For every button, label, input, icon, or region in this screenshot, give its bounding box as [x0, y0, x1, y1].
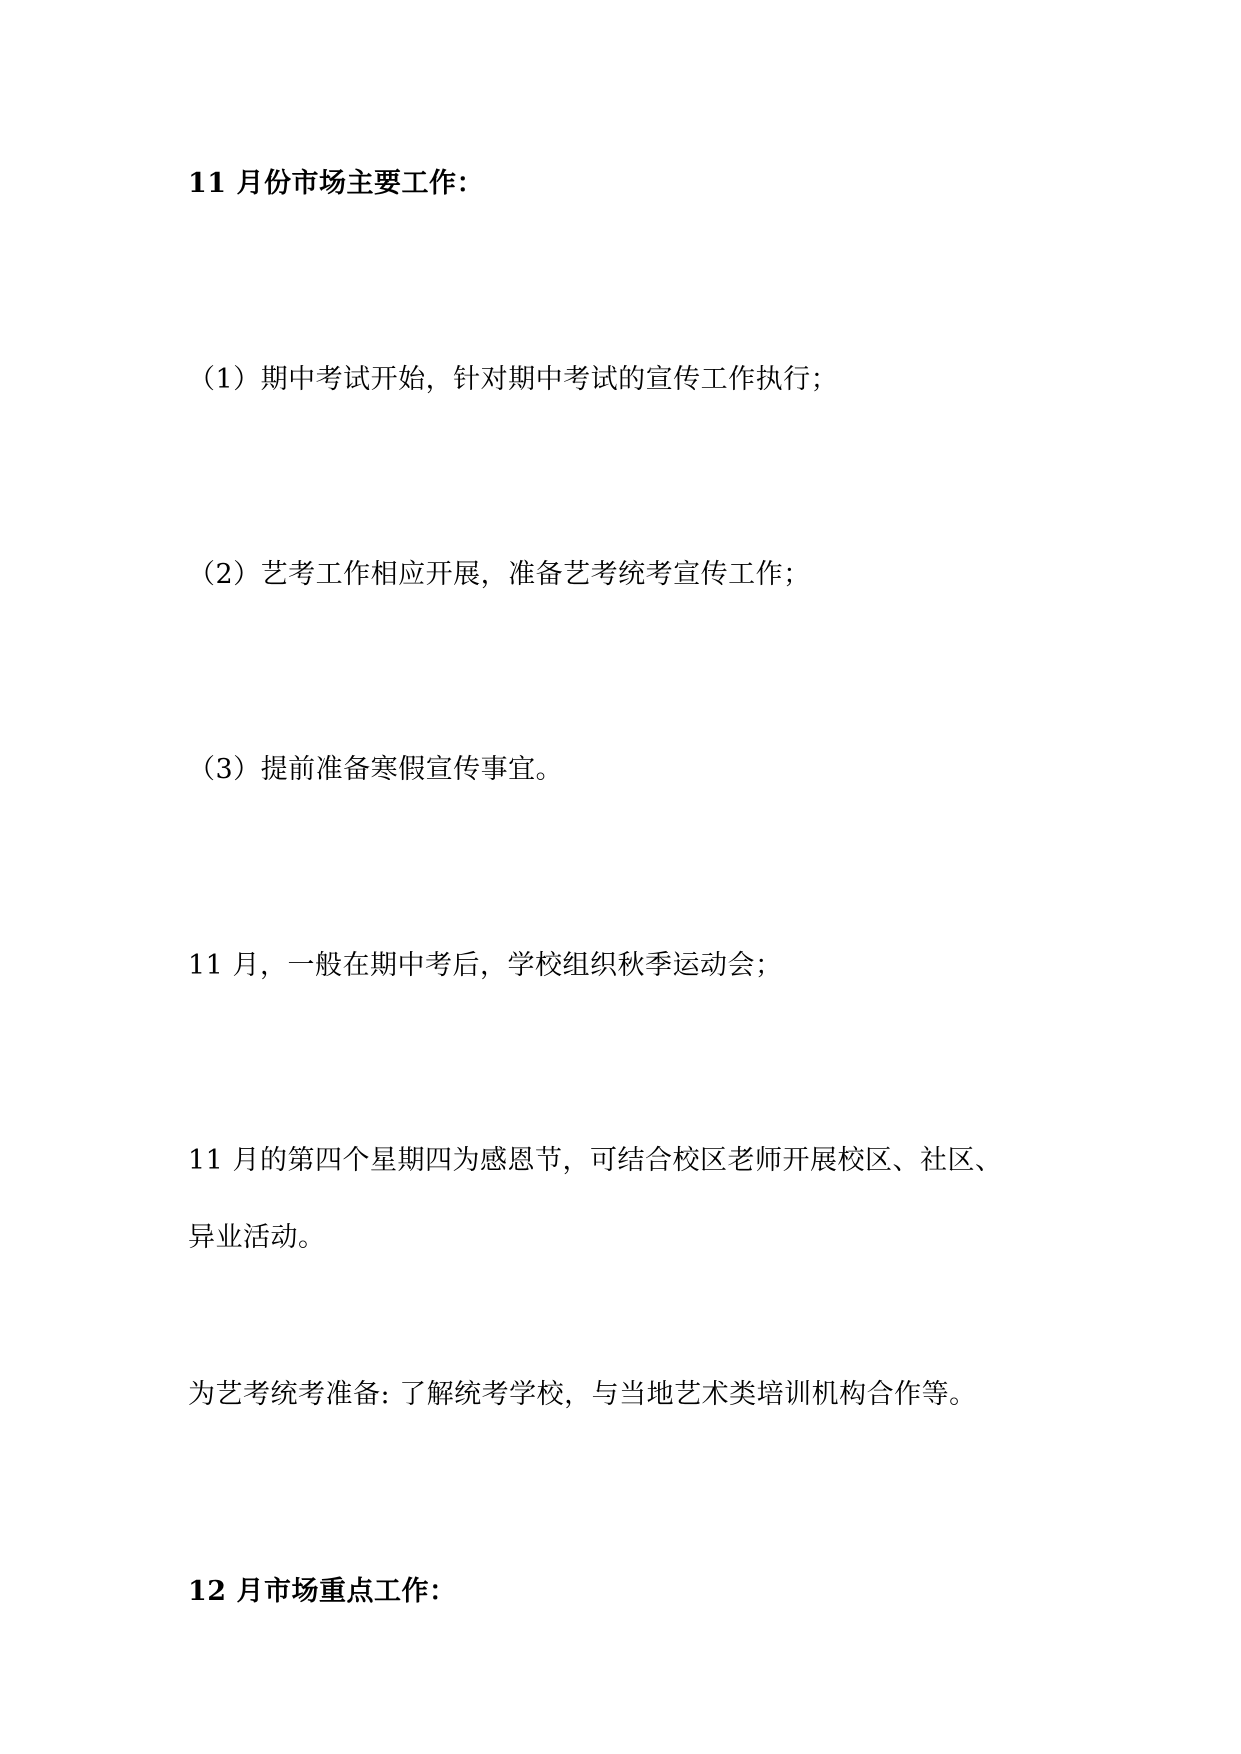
- section-heading-november: 11 月份市场主要工作：: [188, 168, 484, 199]
- paragraph-art-exam: 为艺考统考准备: 了解统考学校，与当地艺术类培训机构合作等。: [188, 1379, 977, 1410]
- list-item-3: （3）提前准备寒假宣传事宜。: [188, 754, 564, 785]
- list-item-1: （1）期中考试开始，针对期中考试的宣传工作执行；: [188, 364, 839, 395]
- paragraph-thanksgiving-line-2: 异业活动。: [188, 1222, 326, 1253]
- paragraph-thanksgiving-line-1: 11 月的第四个星期四为感恩节，可结合校区老师开展校区、社区、: [188, 1145, 1003, 1176]
- paragraph-sports-meet: 11 月，一般在期中考后，学校组织秋季运动会；: [188, 950, 783, 981]
- section-heading-december: 12 月市场重点工作：: [188, 1576, 457, 1607]
- list-item-2: （2）艺考工作相应开展，准备艺考统考宣传工作；: [188, 559, 811, 590]
